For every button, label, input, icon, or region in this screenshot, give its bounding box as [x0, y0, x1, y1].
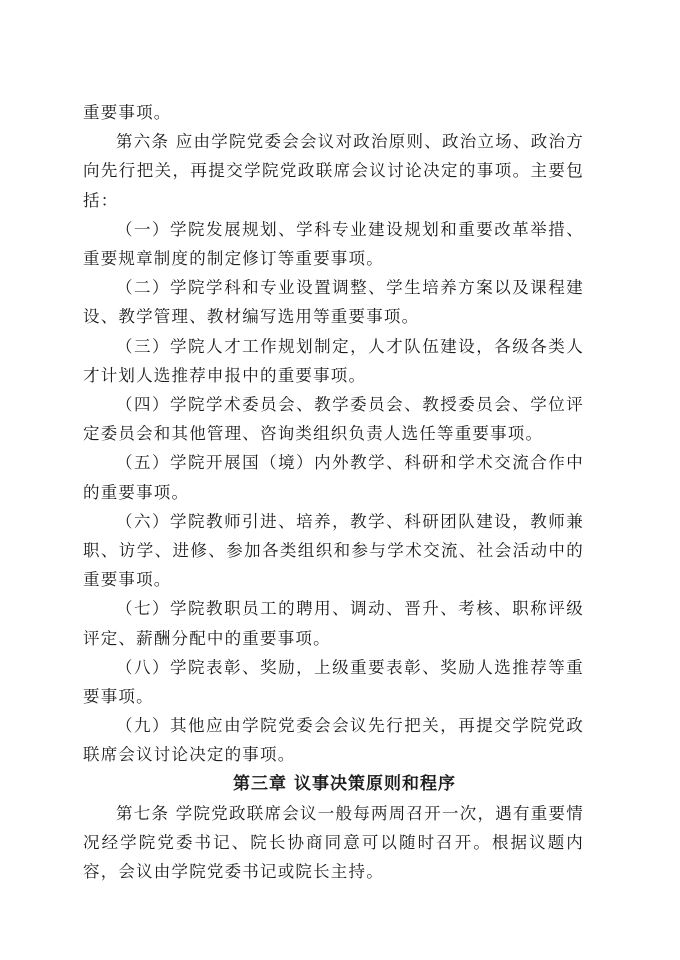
list-item-1: （一）学院发展规划、学科专业建设规划和重要改革举措、重要规章制度的制定修订等重要事项。 — [83, 219, 584, 269]
list-item-7: （七）学院教职员工的聘用、调动、晋升、考核、职称评级评定、薪酬分配中的重要事项。 — [83, 599, 584, 648]
article-7-paragraph: 第七条 学院党政联席会议一般每两周召开一次，遇有重要情况经学院党委书记、院长协商同意可以随时召开。根据议题内容，会议由学院党委书记或院长主持。 — [83, 803, 584, 882]
list-item-2: （二）学院学科和专业设置调整、学生培养方案以及课程建设、教学管理、教材编写选用等重要事项。 — [83, 278, 584, 327]
article-6-paragraph: 第六条 应由学院党委会会议对政治原则、政治立场、政治方向先行把关，再提交学院党政联席会议讨论决定的事项。主要包括： — [83, 132, 584, 210]
list-item-3: （三）学院人才工作规划制定，人才队伍建设，各级各类人才计划人选推荐申报中的重要事项。 — [83, 336, 584, 385]
list-item-4: （四）学院学术委员会、教学委员会、教授委员会、学位评定委员会和其他管理、咨询类组织负责人选任等重要事项。 — [83, 395, 584, 444]
list-item-8: （八）学院表彰、奖励，上级重要表彰、奖励人选推荐等重要事项。 — [83, 657, 584, 707]
chapter-heading: 第三章 议事决策原则和程序 — [233, 773, 456, 794]
list-item-9: （九）其他应由学院党委会会议先行把关，再提交学院党政联席会议讨论决定的事项。 — [83, 716, 584, 765]
paragraph-continuation: 重要事项。 — [83, 103, 172, 122]
list-item-6: （六）学院教师引进、培养，教学、科研团队建设，教师兼职、访学、进修、参加各类组织和参与学术交流、社会活动中的重要事项。 — [83, 511, 584, 590]
list-item-5: （五）学院开展国（境）内外教学、科研和学术交流合作中的重要事项。 — [83, 453, 584, 502]
